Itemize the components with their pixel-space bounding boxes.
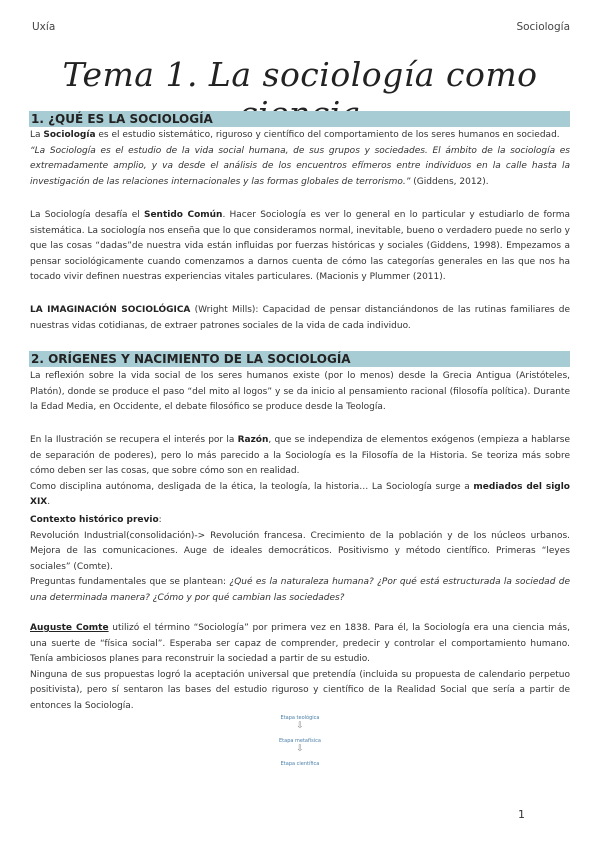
diagram-box-2: Etapa metafísica (279, 738, 321, 744)
page-number: 1 (518, 808, 525, 821)
paragraph-comte: Auguste Comte utilizó el término “Sociología” por primera vez en 1838. Para él, la Sociología era una ciencia más, una suerte de “física social”. Esperaba ser capaz de comprender, predecir y controlar el comportamiento humano. Tenía ambiciosos planes para reconstruir la sociedad a partir de su estudio. Ninguna de sus propuestas logró la aceptación universal que pretendía (incluida su propuesta de calendario perpetuo positivista), pero sí sentaron las bases del estudio riguroso y científico de la Realidad Social que sería a partir de entonces la Sociología. (30, 623, 570, 711)
diagram-box-1: Etapa teológica (280, 715, 320, 721)
paragraph-reflexion: La reflexión sobre la vida social de los seres humanos existe (por lo menos) desde la Grecia Antigua (Aristóteles, Platón), donde se produce el paso “del mito al logos” y se da inicio al pensamiento racional (filosofía política). Durante la Edad Media, en Occidente, el debate filosófico se produce desde la Teología. (30, 371, 570, 412)
paragraph-imaginacion: LA IMAGINACIÓN SOCIOLÓGICA (Wright Mills): Capacidad de pensar distanciándonos de las rutinas familiares de nuestras vidas cotidianas, de extraer patrones sociales de la vida de cada individuo. (30, 305, 570, 331)
down-arrow-icon: ⇩ (296, 744, 304, 754)
paragraph-ilustracion: En la Ilustración se recupera el interés por la Razón, que se independiza de elementos exógenos (empieza a hablarse de separación de poderes), pero lo más parecido a la Sociología es la Filosofía de la Historia. Se teoriza más sobre cómo deben ser las cosas, que sobre cómo son en realidad. Como disciplina autónoma, desligada de la ética, la teología, la historia… La Sociología surge a mediados del siglo XIX. (30, 435, 570, 507)
stages-diagram (260, 715, 340, 768)
paragraph-contexto: Contexto histórico previo: Revolución Industrial(consolidación)-> Revolución francesa. Crecimiento de la población y de los núcleos urbanos. Mejora de las comunicaciones. Auge de ideales democráticos. Positivismo y método científico. Primeras “leyes sociales” (Comte). Preguntas fundamentales que se plantean: ¿Qué es la naturaleza humana? ¿Por qué está estructurada la sociedad de una determinada manera? ¿Cómo y por qué cambian las sociedades? (30, 515, 571, 603)
paragraph-definition: La Sociología es el estudio sistemático, riguroso y científico del comportamiento de los seres humanos en sociedad. “La Sociología es el estudio de la vida social humana, de sus grupos y sociedades. El ámbito de la sociología es extremadamente amplio, y va desde el análisis de los encuentros efímeros entre individuos en la calle hasta la investigación de las relaciones internacionales y las formas globales de terrorismo.” (Giddens, 2012). (30, 130, 570, 187)
page-title: Tema 1. La sociología como (62, 55, 538, 94)
diagram-box-3: Etapa científica (280, 761, 320, 767)
paragraph-sentido-comun: La Sociología desafía el Sentido Común. Hacer Sociología es ver lo general en lo particular y estudiarlo de forma sistemática. La sociología nos enseña que lo que consideramos normal, inevitable, bueno o verdadero puede no serlo y que las cosas “dadas”de nuestra vida están influidas por fuerzas históricas y sociales (Giddens, 1998). Empezamos a pensar sociológicamente cuando comenzamos a darnos cuenta de cómo las categorías generales en las que nos ha tocado vivir definen nuestras experiencias vitales particulares. (Macionis y Plummer (2011). (30, 210, 570, 282)
section-heading-1: 1. ¿QUÉ ES LA SOCIOLOGÍA (29, 111, 570, 127)
header-author: Uxía (32, 21, 56, 33)
down-arrow-icon: ⇩ (296, 721, 304, 731)
section-heading-2: 2. ORÍGENES Y NACIMIENTO DE LA SOCIOLOGÍA (29, 351, 570, 367)
header-subject: Sociología (516, 21, 570, 33)
